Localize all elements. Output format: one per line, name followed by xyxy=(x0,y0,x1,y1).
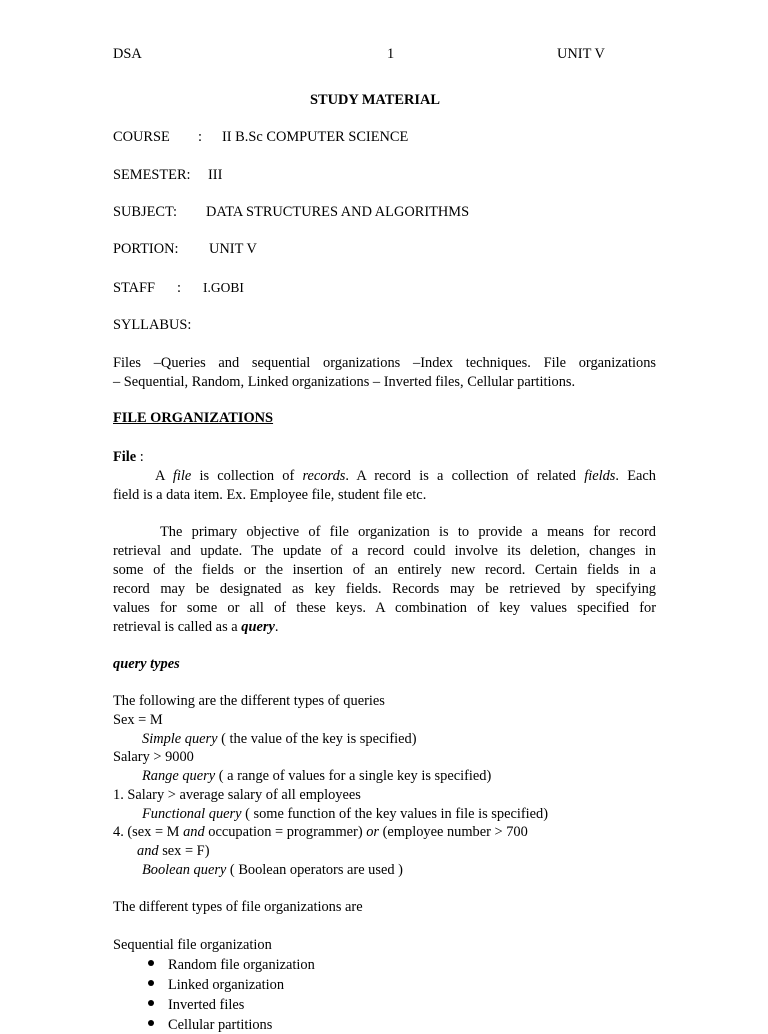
simple-query-row xyxy=(142,730,417,748)
bullet-icon xyxy=(148,980,154,986)
list-item-label: Random file organization xyxy=(168,957,315,973)
simple-query-desc: ( the value of the key is specified) xyxy=(217,731,417,747)
list-item xyxy=(148,996,244,1014)
bullet-icon xyxy=(148,1020,154,1026)
range-query-desc: ( a range of values for a single key is specified) xyxy=(215,768,492,784)
portion-label: PORTION: xyxy=(113,241,179,257)
text-run: A xyxy=(155,468,173,484)
functional-query-desc: ( some function of the key values in file is specified) xyxy=(241,806,549,822)
text-run: occupation = programmer) xyxy=(204,824,367,840)
course-label: COURSE xyxy=(113,129,170,145)
subject-label: SUBJECT: xyxy=(113,204,178,220)
text-run: (employee number > 700 xyxy=(379,824,528,840)
text-run: 4. (sex = M xyxy=(113,824,184,840)
semester-row xyxy=(113,166,223,184)
file-def-line2: field is a data item. Ex. Employee file, student file etc. xyxy=(113,487,427,503)
query-types-heading: query types xyxy=(113,656,180,672)
file-def-line1 xyxy=(155,467,656,485)
term-fields: fields xyxy=(584,468,616,484)
page-number: 1 xyxy=(387,46,395,62)
list-item xyxy=(148,976,284,994)
list-item-label: Cellular partitions xyxy=(168,1017,273,1033)
boolean-query-row xyxy=(142,861,403,879)
objective-line: values for some or all of these keys. A combination of key values specified for xyxy=(113,600,656,616)
header-left: DSA xyxy=(113,46,142,62)
objective-line: The primary objective of file organization is to provide a means for record xyxy=(160,524,656,540)
staff-value: I.GOBI xyxy=(203,280,244,295)
course-row xyxy=(113,128,409,146)
boolean-query-desc: ( Boolean operators are used ) xyxy=(226,862,403,878)
objective-line: record may be designated as key fields. Records may be retrieved by specifying xyxy=(113,581,656,597)
section-heading: FILE ORGANIZATIONS xyxy=(113,410,274,426)
keyword-or: or xyxy=(366,824,380,840)
syllabus-label: SYLLABUS: xyxy=(113,317,192,333)
text-run: retrieval is called as a xyxy=(113,619,242,635)
list-item-label: Inverted files xyxy=(168,997,245,1013)
objective-last-line xyxy=(113,618,278,636)
keyword-and: and xyxy=(137,843,159,859)
text-run: . xyxy=(274,619,279,635)
semester-value: III xyxy=(208,167,223,183)
course-sep: : xyxy=(198,129,202,145)
list-item-continuation xyxy=(137,842,209,860)
range-query-name: Range query xyxy=(142,768,216,784)
query-types-intro: The following are the different types of queries xyxy=(113,693,385,709)
page-title: STUDY MATERIAL xyxy=(310,92,440,108)
list-item: 1. Salary > average salary of all employees xyxy=(113,787,361,803)
semester-label: SEMESTER: xyxy=(113,167,191,183)
bullet-icon xyxy=(148,1000,154,1006)
boolean-query-name: Boolean query xyxy=(142,862,227,878)
syllabus-line: – Sequential, Random, Linked organizations – Inverted files, Cellular partitions. xyxy=(113,374,576,390)
text-run: . Each xyxy=(615,468,656,484)
range-query-row xyxy=(142,767,491,785)
functional-query-name: Functional query xyxy=(142,806,242,822)
staff-row xyxy=(113,279,244,297)
objective-line: some of the fields or the insertion of an entirely new record. Certain fields in a xyxy=(113,562,656,578)
text-run: is collection of xyxy=(191,468,303,484)
keyword-and: and xyxy=(183,824,205,840)
list-item xyxy=(148,956,315,974)
list-item xyxy=(113,823,528,841)
subject-row xyxy=(113,203,470,221)
bullet-icon xyxy=(148,960,154,966)
objective-line: retrieval and update. The update of a record could involve its deletion, changes in xyxy=(113,543,656,559)
file-term-row xyxy=(113,448,144,466)
staff-sep: : xyxy=(177,280,181,296)
orgs-first: Sequential file organization xyxy=(113,937,272,953)
simple-query-name: Simple query xyxy=(142,731,218,747)
term-records: records xyxy=(302,468,346,484)
text-run: . A record is a collection of related xyxy=(345,468,585,484)
salary-example: Salary > 9000 xyxy=(113,749,194,765)
file-term-label: File xyxy=(113,449,137,465)
sex-example: Sex = M xyxy=(113,712,163,728)
course-value: II B.Sc COMPUTER SCIENCE xyxy=(222,129,409,145)
list-item xyxy=(148,1016,272,1034)
header-right: UNIT V xyxy=(557,46,605,62)
term-file: file xyxy=(172,468,192,484)
file-term-colon: : xyxy=(136,449,144,465)
syllabus-line: Files –Queries and sequential organizations –Index techniques. File organizations xyxy=(113,355,656,371)
portion-value: UNIT V xyxy=(209,241,257,257)
functional-query-row xyxy=(142,805,548,823)
list-item-label: Linked organization xyxy=(168,977,285,993)
staff-label: STAFF xyxy=(113,280,156,296)
term-query: query xyxy=(241,619,275,635)
subject-value: DATA STRUCTURES AND ALGORITHMS xyxy=(206,204,470,220)
orgs-intro: The different types of file organizations are xyxy=(113,899,363,915)
portion-row xyxy=(113,240,257,258)
text-run: sex = F) xyxy=(158,843,210,859)
